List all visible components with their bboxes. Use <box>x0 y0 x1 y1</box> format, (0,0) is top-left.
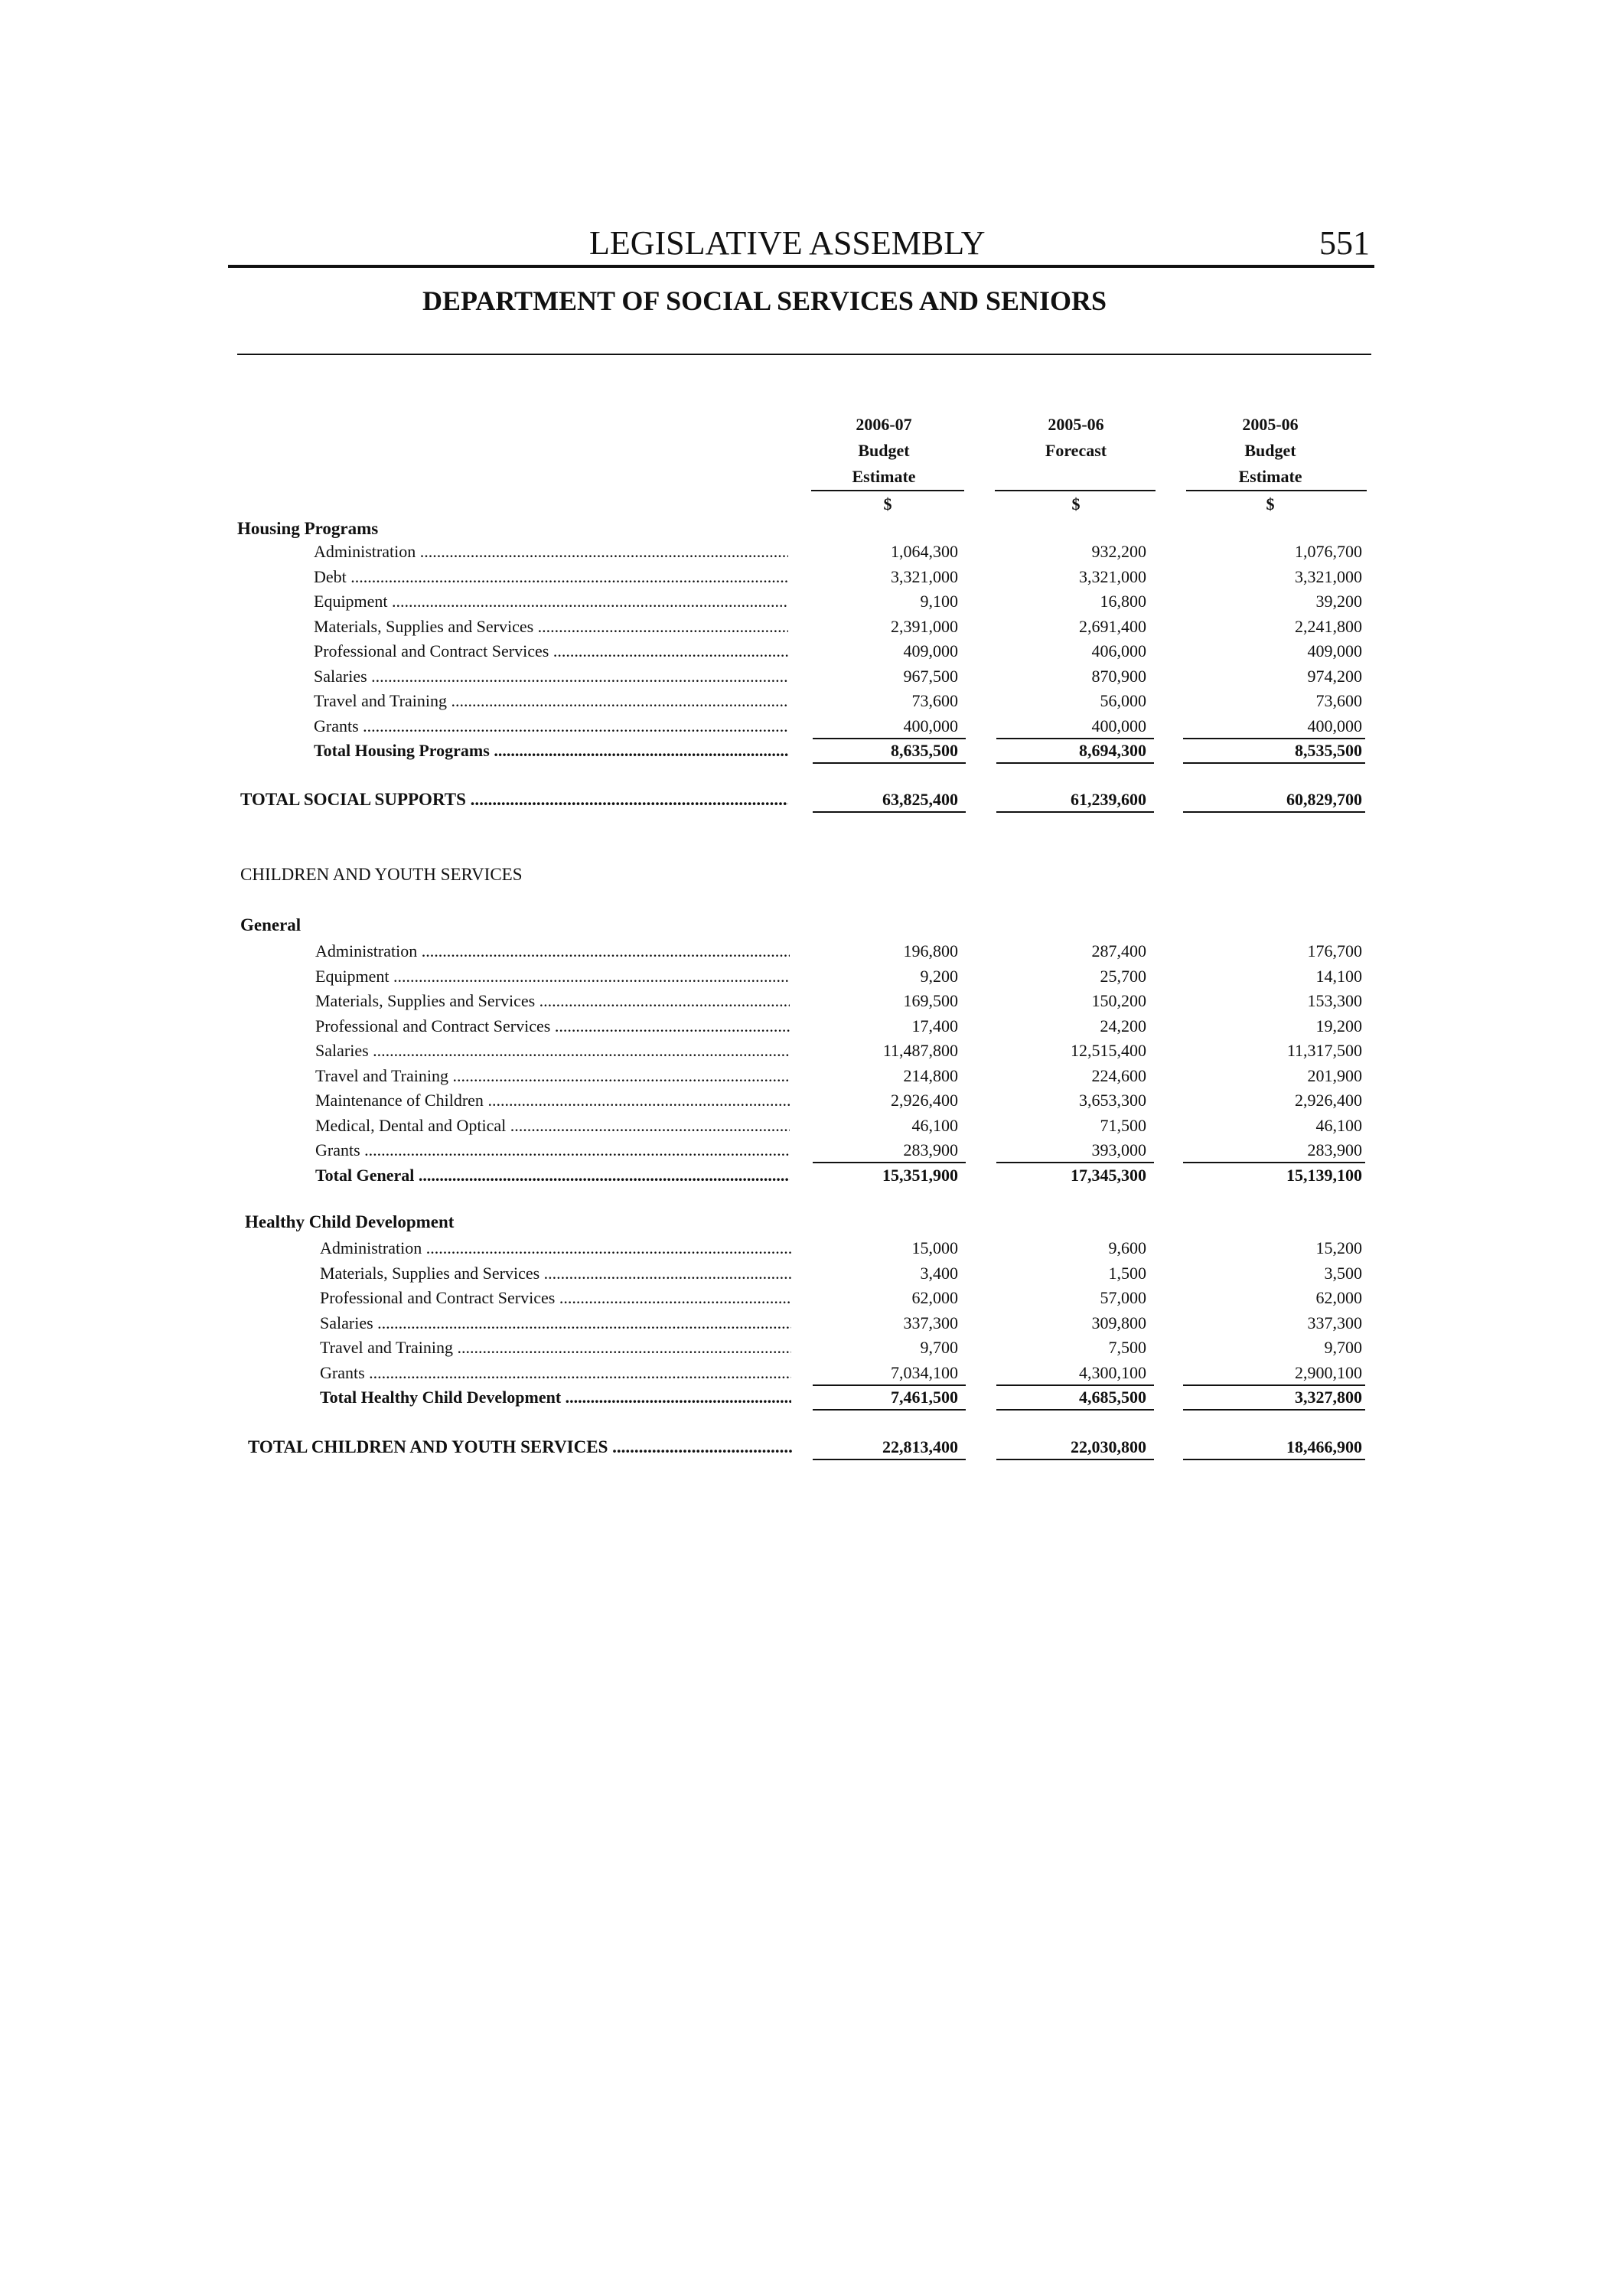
department-rule <box>237 354 1371 355</box>
row-value-col-1: 17,400 <box>911 1016 958 1035</box>
column-2-grand-total-rule <box>996 811 1154 813</box>
row-value-col-3: 60,829,700 <box>1286 790 1362 809</box>
row-label-text: Administration <box>315 941 418 960</box>
row-label <box>320 1285 791 1311</box>
column-1-unit <box>811 491 964 517</box>
row-label <box>315 1163 790 1189</box>
row-label-text: Maintenance of Children <box>315 1091 484 1110</box>
column-2-unit <box>999 491 1152 517</box>
row-label <box>314 589 788 615</box>
column-3-grand-total-rule <box>1183 811 1365 813</box>
row-label-text: Grants <box>315 1140 360 1159</box>
row-value-col-3: 8,535,500 <box>1295 741 1362 760</box>
row-label-text: Travel and Training <box>315 1065 448 1085</box>
row-label <box>240 787 788 813</box>
row-value-col-2: 2,691,400 <box>1079 616 1146 636</box>
table-row <box>0 1137 1607 1163</box>
row-value-col-1: 8,635,500 <box>891 741 958 760</box>
column-header-2 <box>999 412 1152 464</box>
column-2-total-rule <box>996 1409 1154 1411</box>
row-value-col-1: 337,300 <box>903 1313 958 1332</box>
row-value-col-1: 2,391,000 <box>891 616 958 636</box>
row-value-col-3: 201,900 <box>1307 1065 1362 1085</box>
table-row <box>0 614 1607 640</box>
row-value-col-1: 15,351,900 <box>882 1165 958 1185</box>
column-1-unit-text: $ <box>883 494 892 514</box>
row-value-col-1: 9,100 <box>920 592 958 611</box>
row-label <box>315 1113 790 1139</box>
row-value-col-1: 400,000 <box>903 716 958 735</box>
row-value-col-2: 7,500 <box>1108 1338 1146 1357</box>
column-2-grand-total-rule <box>996 1459 1154 1460</box>
section-title-general: General <box>240 915 302 934</box>
row-label-text: Total Healthy Child Development <box>320 1388 562 1407</box>
row-value-col-2: 12,515,400 <box>1071 1041 1146 1060</box>
row-value-col-3: 3,500 <box>1324 1263 1362 1283</box>
row-label <box>320 1235 791 1261</box>
table-row <box>0 564 1607 590</box>
row-label <box>320 1360 791 1386</box>
row-value-col-1: 169,500 <box>903 991 958 1010</box>
row-value-col-3: 18,466,900 <box>1286 1437 1362 1456</box>
table-row <box>0 1310 1607 1336</box>
department-title: DEPARTMENT OF SOCIAL SERVICES AND SENIORS <box>422 285 1107 316</box>
page-number: 551 <box>1319 224 1370 262</box>
row-label <box>315 1063 790 1089</box>
table-row <box>0 688 1607 714</box>
row-value-col-1: 409,000 <box>903 641 958 660</box>
row-value-col-2: 17,345,300 <box>1071 1165 1146 1185</box>
table-row <box>0 1113 1607 1139</box>
row-value-col-3: 409,000 <box>1307 641 1362 660</box>
column-1-line-2: Budget <box>858 441 910 460</box>
column-3-line-2: Budget <box>1244 441 1296 460</box>
column-2-line-2: 2005-06 <box>1048 415 1104 434</box>
row-label-text: Salaries <box>320 1313 373 1332</box>
row-label <box>315 1013 790 1039</box>
section-title-children-youth: CHILDREN AND YOUTH SERVICES <box>240 865 523 884</box>
row-value-col-1: 11,487,800 <box>882 1041 958 1060</box>
section-title-housing: Housing Programs <box>237 519 379 538</box>
total-row-housing <box>0 738 1607 764</box>
row-value-col-3: 400,000 <box>1307 716 1362 735</box>
row-label-text: Total Housing Programs <box>314 741 490 760</box>
row-value-col-1: 62,000 <box>911 1288 958 1307</box>
row-value-col-2: 932,200 <box>1091 542 1146 561</box>
column-3-total-rule <box>1183 762 1365 764</box>
row-value-col-1: 196,800 <box>903 941 958 960</box>
row-label <box>315 964 790 990</box>
row-value-col-2: 56,000 <box>1100 691 1146 710</box>
row-value-col-2: 57,000 <box>1100 1288 1146 1307</box>
row-value-col-2: 309,800 <box>1091 1313 1146 1332</box>
row-value-col-2: 24,200 <box>1100 1016 1146 1035</box>
table-row <box>0 1088 1607 1114</box>
row-label <box>320 1310 791 1336</box>
column-3-total-rule <box>1183 1409 1365 1411</box>
table-row <box>0 1261 1607 1287</box>
row-value-col-2: 393,000 <box>1091 1140 1146 1159</box>
row-value-col-3: 3,321,000 <box>1295 566 1362 586</box>
row-value-col-1: 7,034,100 <box>891 1362 958 1382</box>
column-1-grand-total-rule <box>813 811 966 813</box>
column-3-line-3: Estimate <box>1238 467 1302 486</box>
row-label-text: Medical, Dental and Optical <box>315 1115 507 1135</box>
row-value-col-1: 967,500 <box>903 666 958 686</box>
row-label-text: Grants <box>314 716 359 735</box>
column-3-grand-total-rule <box>1183 1459 1365 1460</box>
row-label <box>315 1137 790 1163</box>
row-label <box>320 1261 791 1287</box>
table-row <box>0 1235 1607 1261</box>
row-label <box>320 1335 791 1361</box>
row-value-col-2: 224,600 <box>1091 1065 1146 1085</box>
row-value-col-2: 8,694,300 <box>1079 741 1146 760</box>
row-label-text: Administration <box>314 542 416 561</box>
column-header-3 <box>1194 412 1347 490</box>
row-value-col-3: 2,241,800 <box>1295 616 1362 636</box>
section-title-healthy-child: Healthy Child Development <box>245 1212 455 1231</box>
table-row <box>0 539 1607 565</box>
row-value-col-3: 9,700 <box>1324 1338 1362 1357</box>
row-label <box>314 564 788 590</box>
row-label <box>314 713 788 739</box>
row-label <box>314 539 788 565</box>
total-row-general <box>0 1163 1607 1189</box>
row-value-col-2: 71,500 <box>1100 1115 1146 1135</box>
row-value-col-2: 406,000 <box>1091 641 1146 660</box>
row-label-text: Materials, Supplies and Services <box>315 991 536 1010</box>
row-value-col-3: 15,139,100 <box>1286 1165 1362 1185</box>
row-label <box>315 988 790 1014</box>
grand-total-social-supports <box>0 787 1607 813</box>
row-value-col-1: 46,100 <box>911 1115 958 1135</box>
row-value-col-1: 7,461,500 <box>891 1388 958 1407</box>
column-2-line-3: Forecast <box>1045 441 1107 460</box>
row-label-text: Equipment <box>315 966 390 986</box>
row-label <box>314 738 788 764</box>
table-row <box>0 1013 1607 1039</box>
row-label <box>315 938 790 964</box>
table-row <box>0 1360 1607 1386</box>
table-row <box>0 1038 1607 1064</box>
column-1-total-rule <box>813 1409 966 1411</box>
row-label-text: Total General <box>315 1165 415 1185</box>
row-value-col-2: 16,800 <box>1100 592 1146 611</box>
row-label <box>315 1038 790 1064</box>
row-value-col-2: 1,500 <box>1108 1263 1146 1283</box>
header-rule <box>228 265 1374 268</box>
row-value-col-3: 14,100 <box>1315 966 1362 986</box>
row-value-col-2: 4,300,100 <box>1079 1362 1146 1382</box>
row-value-col-3: 62,000 <box>1315 1288 1362 1307</box>
row-value-col-2: 25,700 <box>1100 966 1146 986</box>
page-header-title: LEGISLATIVE ASSEMBLY <box>589 224 986 262</box>
row-value-col-1: 73,600 <box>911 691 958 710</box>
row-label-text: TOTAL CHILDREN AND YOUTH SERVICES <box>248 1437 608 1456</box>
table-row <box>0 1335 1607 1361</box>
column-3-line-1: 2005-06 <box>1242 415 1299 434</box>
row-value-col-1: 3,400 <box>920 1263 958 1283</box>
table-row <box>0 664 1607 690</box>
row-value-col-1: 22,813,400 <box>882 1437 958 1456</box>
row-value-col-2: 287,400 <box>1091 941 1146 960</box>
column-1-total-rule <box>813 762 966 764</box>
row-value-col-2: 9,600 <box>1108 1238 1146 1257</box>
row-value-col-2: 150,200 <box>1091 991 1146 1010</box>
column-header-1 <box>811 412 957 490</box>
row-value-col-3: 3,327,800 <box>1295 1388 1362 1407</box>
column-1-grand-total-rule <box>813 1459 966 1460</box>
row-value-col-2: 3,653,300 <box>1079 1091 1146 1110</box>
row-label <box>314 664 788 690</box>
row-label-text: Salaries <box>314 666 367 686</box>
row-value-col-3: 2,926,400 <box>1295 1091 1362 1110</box>
row-label <box>314 614 788 640</box>
row-label-text: Debt <box>314 566 347 586</box>
row-value-col-1: 1,064,300 <box>891 542 958 561</box>
table-row <box>0 938 1607 964</box>
row-value-col-3: 73,600 <box>1315 691 1362 710</box>
row-label-text: Administration <box>320 1238 422 1257</box>
table-row <box>0 713 1607 739</box>
column-3-unit-text: $ <box>1266 494 1275 514</box>
total-row-healthy-child <box>0 1384 1607 1411</box>
column-3-unit <box>1194 491 1347 517</box>
row-label-text: Professional and Contract Services <box>314 641 549 660</box>
row-label-text: Materials, Supplies and Services <box>320 1263 540 1283</box>
row-value-col-1: 15,000 <box>911 1238 958 1257</box>
row-label-text: Travel and Training <box>320 1338 453 1357</box>
row-label-text: TOTAL SOCIAL SUPPORTS <box>240 790 466 809</box>
row-label-text: Professional and Contract Services <box>320 1288 556 1307</box>
row-value-col-3: 11,317,500 <box>1286 1041 1362 1060</box>
row-value-col-3: 153,300 <box>1307 991 1362 1010</box>
row-label-text: Professional and Contract Services <box>315 1016 551 1035</box>
column-2-total-rule <box>996 762 1154 764</box>
row-value-col-3: 2,900,100 <box>1295 1362 1362 1382</box>
column-2-unit-text: $ <box>1071 494 1081 514</box>
table-row <box>0 589 1607 615</box>
row-value-col-1: 63,825,400 <box>882 790 958 809</box>
row-value-col-3: 15,200 <box>1315 1238 1362 1257</box>
row-value-col-3: 1,076,700 <box>1295 542 1362 561</box>
row-label-text: Travel and Training <box>314 691 447 710</box>
row-value-col-1: 9,200 <box>920 966 958 986</box>
row-value-col-2: 4,685,500 <box>1079 1388 1146 1407</box>
row-value-col-1: 214,800 <box>903 1065 958 1085</box>
row-value-col-2: 870,900 <box>1091 666 1146 686</box>
row-value-col-2: 3,321,000 <box>1079 566 1146 586</box>
grand-total-children-youth <box>0 1434 1607 1460</box>
row-label-text: Materials, Supplies and Services <box>314 616 534 636</box>
row-label-text: Salaries <box>315 1041 369 1060</box>
row-value-col-2: 22,030,800 <box>1071 1437 1146 1456</box>
row-label <box>314 688 788 714</box>
row-value-col-3: 19,200 <box>1315 1016 1362 1035</box>
row-value-col-3: 974,200 <box>1307 666 1362 686</box>
row-value-col-3: 46,100 <box>1315 1115 1362 1135</box>
column-1-line-1: 2006-07 <box>856 415 912 434</box>
row-label <box>320 1384 791 1411</box>
row-label <box>314 638 788 664</box>
table-row <box>0 964 1607 990</box>
table-row <box>0 988 1607 1014</box>
table-row <box>0 638 1607 664</box>
row-value-col-3: 39,200 <box>1315 592 1362 611</box>
row-value-col-1: 283,900 <box>903 1140 958 1159</box>
row-value-col-1: 2,926,400 <box>891 1091 958 1110</box>
row-value-col-2: 61,239,600 <box>1071 790 1146 809</box>
column-1-line-3: Estimate <box>852 467 916 486</box>
row-value-col-3: 337,300 <box>1307 1313 1362 1332</box>
table-row <box>0 1285 1607 1311</box>
table-row <box>0 1063 1607 1089</box>
row-value-col-1: 9,700 <box>920 1338 958 1357</box>
row-label <box>248 1434 793 1460</box>
row-value-col-2: 400,000 <box>1091 716 1146 735</box>
row-label-text: Grants <box>320 1362 365 1382</box>
row-value-col-3: 283,900 <box>1307 1140 1362 1159</box>
row-value-col-1: 3,321,000 <box>891 566 958 586</box>
row-value-col-3: 176,700 <box>1307 941 1362 960</box>
row-label-text: Equipment <box>314 592 388 611</box>
row-label <box>315 1088 790 1114</box>
